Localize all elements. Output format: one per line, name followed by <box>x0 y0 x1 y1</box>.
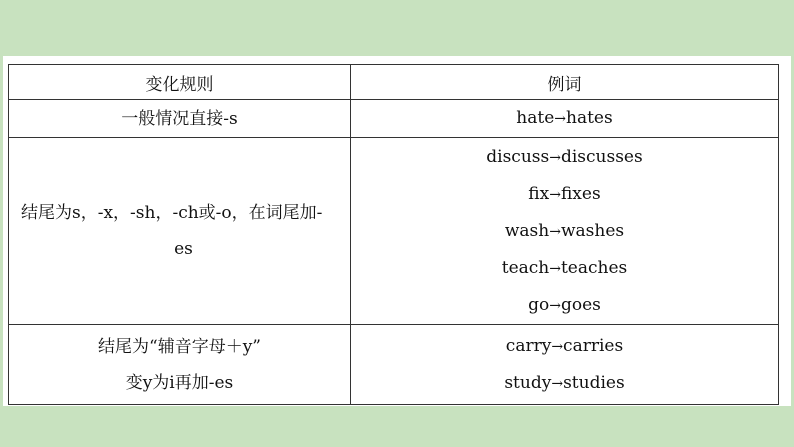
arrow-icon: → <box>551 375 564 392</box>
rule-line: 一般情况直接-s <box>121 108 238 129</box>
rule-line: 变y为i再加-es <box>125 372 234 393</box>
example-form: carries <box>563 335 624 356</box>
examples-cell <box>351 138 779 325</box>
rule-line: es <box>174 239 193 259</box>
example-base: discuss <box>486 146 550 167</box>
example-item <box>351 287 778 324</box>
table-row <box>9 138 779 325</box>
rule-cell <box>9 100 351 138</box>
left-edge <box>0 56 3 406</box>
example-base: teach <box>501 257 550 278</box>
arrow-icon: → <box>549 297 561 314</box>
example-item <box>351 328 778 365</box>
examples-cell <box>351 100 779 138</box>
rule-line: 结尾为“辅音字母＋y” <box>98 336 261 357</box>
footer-band <box>0 406 794 447</box>
rule-cell <box>9 325 351 405</box>
example-form: studies <box>563 372 625 393</box>
example-base: go <box>528 294 550 315</box>
table-row <box>9 325 779 405</box>
arrow-icon: → <box>554 111 566 127</box>
example-form: hates <box>566 108 613 128</box>
arrow-icon: → <box>549 149 561 166</box>
arrow-icon: → <box>551 338 564 355</box>
rule-cell <box>9 138 351 325</box>
example-form: teaches <box>560 257 628 278</box>
example-item <box>351 139 778 176</box>
example-form: goes <box>560 294 601 315</box>
example-item <box>351 176 778 213</box>
arrow-icon: → <box>549 223 561 240</box>
example-item <box>351 100 778 137</box>
rule-line: 结尾为s，-x，-sh，-ch或-o，在词尾加- <box>21 203 323 223</box>
header-rule: 变化规则 <box>9 65 351 100</box>
example-item <box>351 213 778 250</box>
example-base: carry <box>505 335 552 356</box>
example-item <box>351 365 778 402</box>
header-examples: 例词 <box>351 65 779 100</box>
example-base: fix <box>528 183 550 204</box>
examples-cell <box>351 325 779 405</box>
example-base: hate <box>516 108 555 128</box>
example-form: fixes <box>560 183 601 204</box>
example-form: washes <box>560 220 625 241</box>
table-row <box>9 100 779 138</box>
arrow-icon: → <box>549 260 561 277</box>
table-header-row <box>9 65 779 100</box>
header-band <box>0 0 794 56</box>
example-form: discusses <box>560 146 643 167</box>
example-base: study <box>504 372 552 393</box>
rules-table <box>8 64 779 405</box>
rule-text <box>9 195 350 267</box>
arrow-icon: → <box>549 186 561 203</box>
example-base: wash <box>504 220 550 241</box>
example-item <box>351 250 778 287</box>
